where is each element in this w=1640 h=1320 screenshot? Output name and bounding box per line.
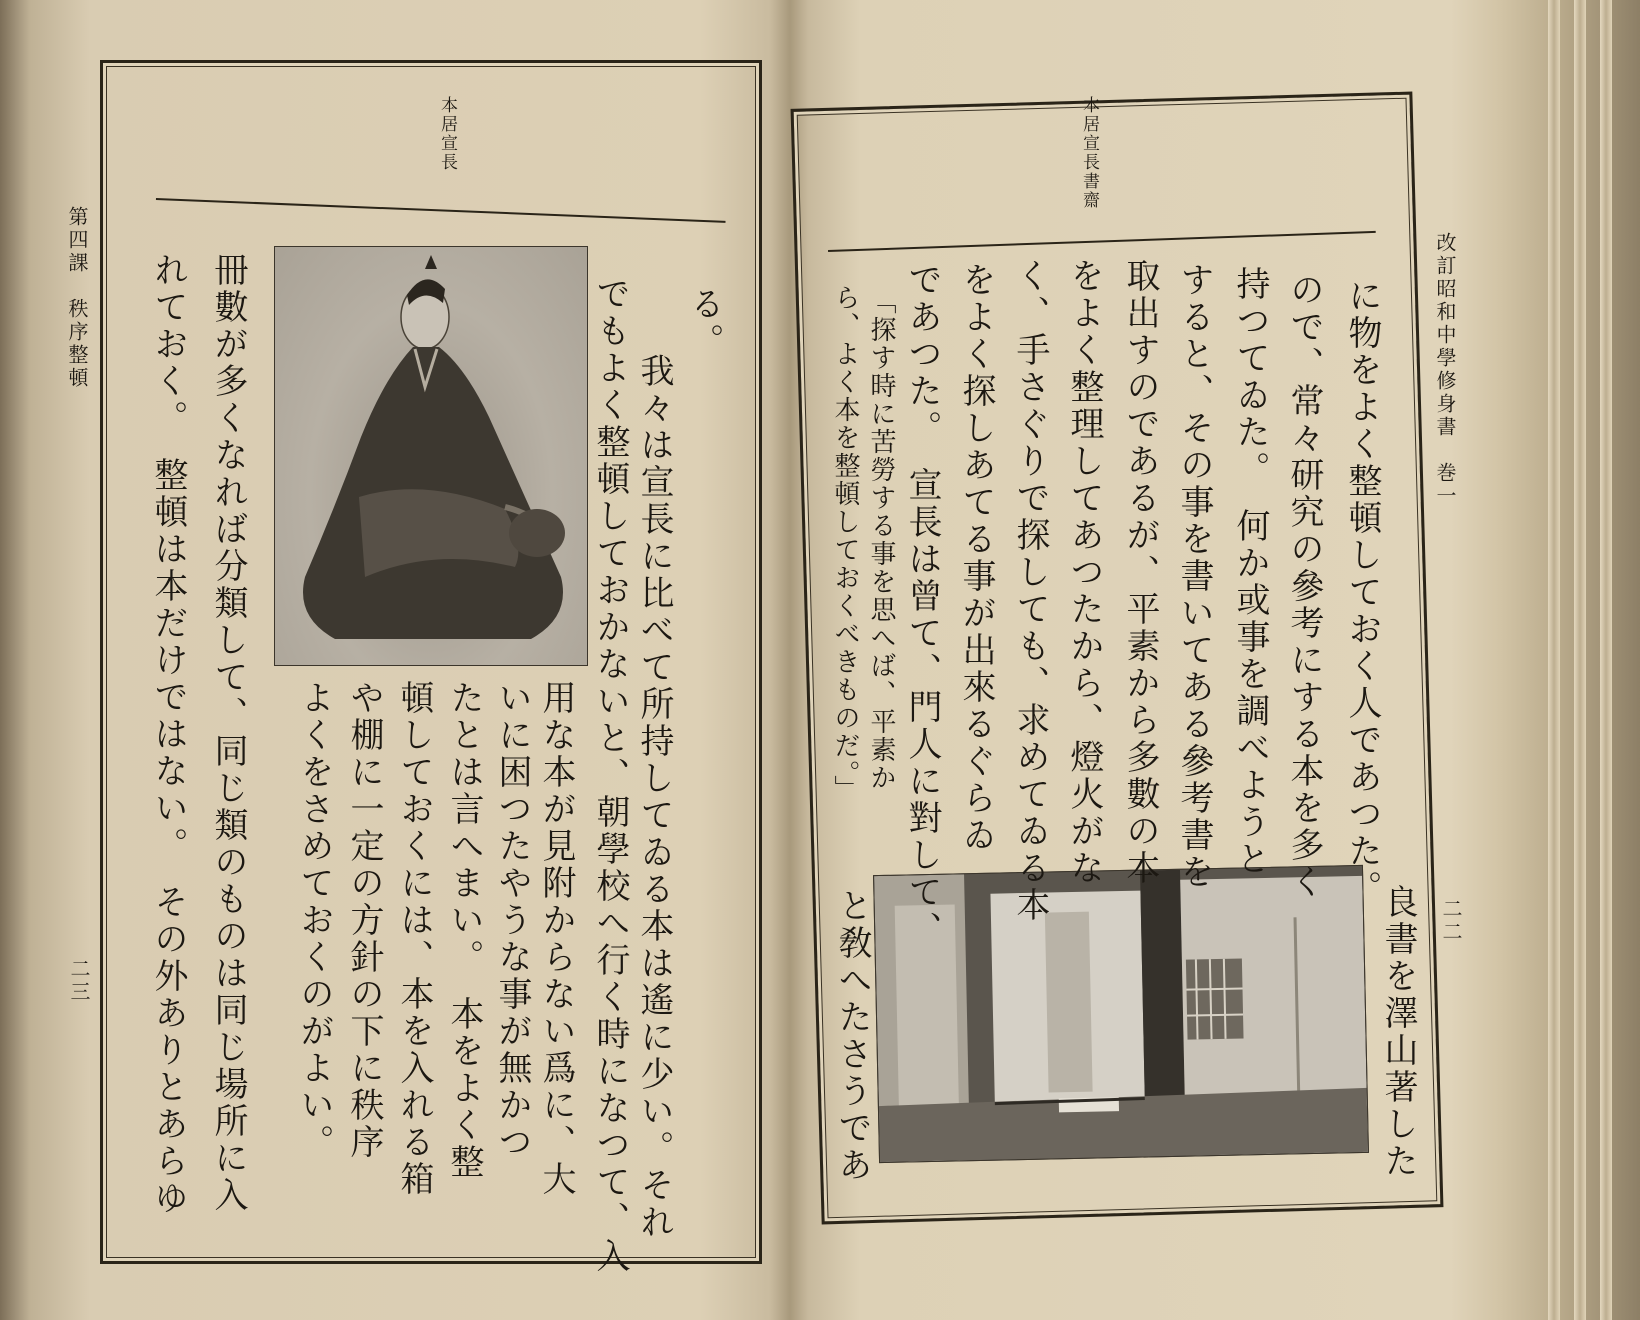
text-column: であつた。 宣長は曾て、門人に對して、	[902, 262, 942, 948]
quote-line: ら、よく本を整頓しておくべきものだ。」	[830, 284, 860, 803]
page-edge	[1548, 0, 1560, 1320]
page-edge	[1600, 0, 1612, 1320]
seated-figure	[275, 247, 587, 665]
text-column: たとは言へまい。 本をよく整	[444, 680, 484, 1181]
text-column: や棚に一定の方針の下に秩序	[344, 680, 384, 1161]
portrait-image	[274, 246, 588, 666]
text-column: 冊數が多くなれば分類して、同じ類のものは同じ場所に入	[208, 252, 248, 1214]
text-column: でもよく整頓しておかないと、朝學校へ行く時になつて、入	[590, 276, 630, 1275]
text-column: をよく整理してあつたから、燈火がな	[1064, 258, 1104, 887]
text-column: る。	[684, 286, 724, 360]
room-interior	[874, 866, 1368, 1162]
right-running-title: 改訂昭和中學修身書 巻一	[1433, 232, 1457, 508]
text-column: いに困つたやうな事が無かつ	[492, 680, 532, 1161]
text-column: と敎へたさうであ	[832, 888, 872, 1184]
text-column: 取出すのであるが、平素から多數の本	[1120, 258, 1160, 887]
text-column: 用な本が見附からない爲に、大	[536, 680, 576, 1198]
text-column: 頓しておくには、本を入れる箱	[394, 680, 434, 1198]
text-column: 良書を澤山著した	[1378, 884, 1418, 1180]
text-column: れておく。 整頓は本だけではない。 その外ありとあらゆ	[148, 252, 188, 1217]
page-edge	[1574, 0, 1586, 1320]
left-running-title: 第四課 秩序整頓	[65, 206, 89, 390]
text-column: 我々は宣長に比べて所持してゐる本は遙に少い。それ	[634, 316, 674, 1241]
text-column: ので、常々研究の參考にする本を多く	[1284, 272, 1324, 901]
study-caption: 本居宣長書齋	[1079, 96, 1099, 210]
text-column: に物をよく整頓しておく人であつた。	[1342, 278, 1382, 907]
left-page-number: 二三	[67, 958, 91, 1004]
text-column: く、手さぐりで探しても、求めてゐる本	[1010, 258, 1050, 924]
text-column: よくをさめておくのがよい。	[294, 680, 334, 1161]
right-page-number: 二二	[1439, 898, 1463, 944]
quote-line: 「探す時に苦勞する事を思へば、平素か	[866, 288, 896, 792]
text-column: 持つてゐた。 何か或事を調べようと	[1230, 266, 1270, 878]
study-photo	[873, 865, 1369, 1163]
portrait-caption: 本居宣長	[437, 96, 457, 172]
text-column: をよく探しあてる事が出來るぐらゐ	[956, 262, 996, 854]
text-column: すると、その事を書いてある參考書を	[1174, 262, 1214, 891]
